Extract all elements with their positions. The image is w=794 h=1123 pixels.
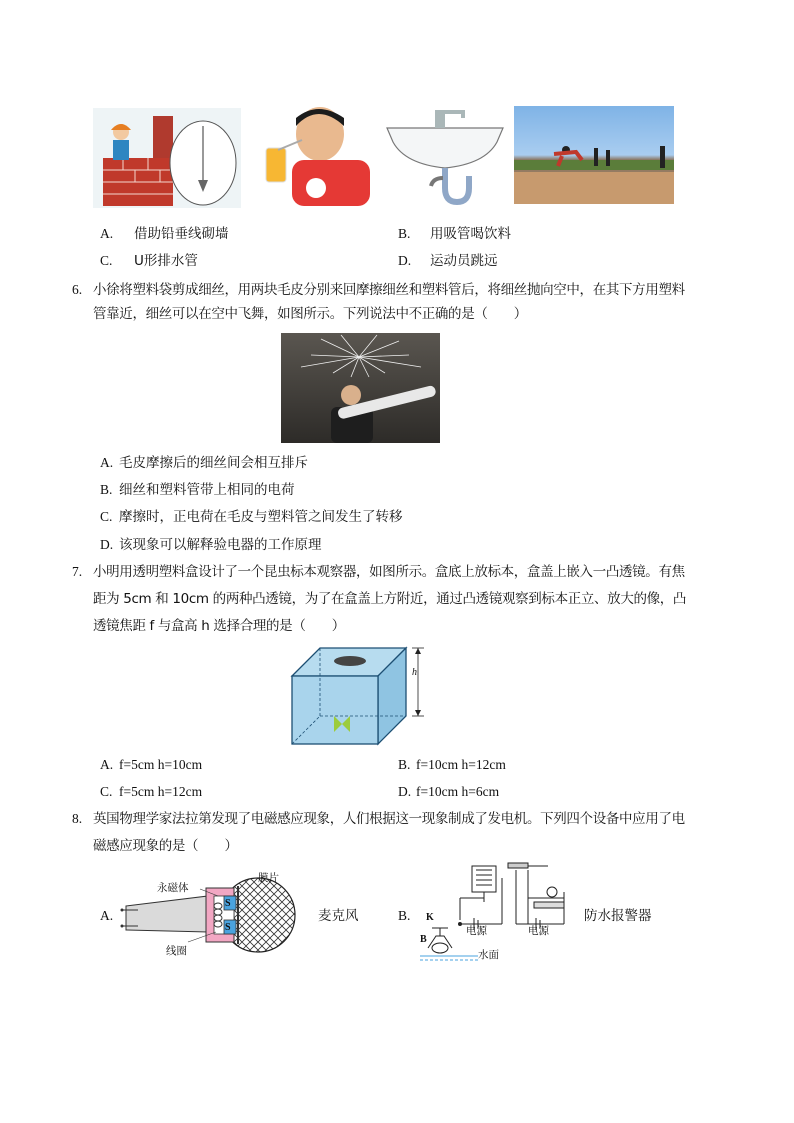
q6-stem-line1: 小徐将塑料袋剪成细丝，用两块毛皮分别来回摩擦细丝和塑料管后，将细丝抛向空中，在其下方用塑料	[93, 282, 685, 298]
q8-number: 8.	[72, 811, 83, 826]
q5-option-a-text: 借助铅垂线砌墙	[134, 226, 229, 242]
q7-number: 7.	[72, 564, 83, 579]
q6-option-b-text: 细丝和塑料管带上相同的电荷	[119, 482, 295, 498]
q6-option-b-letter: B.	[100, 482, 113, 497]
q8-a-label-coil: 线圈	[166, 945, 187, 957]
q7-option-c-text: f=5cm h=12cm	[119, 784, 203, 799]
q8-b-label-power-1: 电源	[466, 925, 487, 937]
q6-option-c-letter: C.	[100, 509, 113, 524]
q8-stem-line1: 英国物理学家法拉第发现了电磁感应现象，人们根据这一现象制成了发电机。下列四个设备中应用了电	[93, 811, 685, 827]
figure-u-drain-pipe	[385, 106, 505, 208]
q8-option-a-letter: A.	[100, 908, 114, 923]
q7-option-c-letter: C.	[100, 784, 113, 799]
q8-option-a-caption: 麦克风	[318, 908, 359, 924]
q7-option-b-text: f=10cm h=12cm	[416, 757, 506, 772]
q7-stem-line2: 距为 5cm 和 10cm 的两种凸透镜，为了在盒盖上方附近，通过凸透镜观察到标本正立、放大的像，凸	[93, 591, 687, 607]
figure-flying-strings-photo	[281, 333, 440, 443]
q7-figure-label-h: h	[412, 667, 417, 678]
long-jump-illustration	[514, 106, 674, 204]
q5-option-c-text: U形排水管	[134, 253, 198, 269]
figure-insect-box	[288, 644, 434, 746]
q8-b-label-power-2: 电源	[528, 925, 549, 937]
q8-b-label-water: 水面	[478, 949, 499, 961]
insect-box-diagram	[288, 644, 434, 746]
q7-option-d-text: f=10cm h=6cm	[416, 784, 500, 799]
q6-option-d-letter: D.	[100, 537, 114, 552]
q5-option-d-text: 运动员跳远	[430, 253, 498, 269]
q8-a-label-magnet: 永磁体	[157, 882, 189, 894]
q6-option-a-letter: A.	[100, 455, 114, 470]
q5-option-a-letter: A.	[100, 226, 114, 241]
q7-stem-line1: 小明用透明塑料盒设计了一个昆虫标本观察器，如图所示。盒底上放标本，盒盖上嵌入一凸透镜。有焦	[93, 564, 685, 580]
q6-option-a-text: 毛皮摩擦后的细丝间会相互排斥	[119, 455, 308, 471]
q7-option-a-letter: A.	[100, 757, 114, 772]
plumb-line-illustration	[93, 108, 241, 208]
q6-number: 6.	[72, 282, 83, 297]
figure-plumb-line-wall	[93, 108, 241, 208]
q6-stem-line2: 管靠近，细丝可以在空中飞舞，如图所示。下列说法中不正确的是（ ）	[93, 306, 527, 322]
figure-boy-drinking	[258, 104, 370, 206]
q8-b-label-k: K	[426, 912, 434, 923]
q7-stem-line3: 透镜焦距 f 与盒高 h 选择合理的是（ ）	[93, 618, 345, 634]
q5-option-b-letter: B.	[398, 226, 411, 241]
q8-a-pole-bottom: S	[225, 922, 231, 933]
q5-option-c-letter: C.	[100, 253, 113, 268]
q5-option-d-letter: D.	[398, 253, 412, 268]
q8-a-label-film: 膜片	[258, 872, 279, 884]
flying-strings-illustration	[281, 333, 440, 443]
q8-stem-line2: 磁感应现象的是（ ）	[93, 838, 238, 854]
q7-option-b-letter: B.	[398, 757, 411, 772]
q7-option-d-letter: D.	[398, 784, 412, 799]
q7-option-a-text: f=5cm h=10cm	[119, 757, 203, 772]
q8-b-label-b: B	[420, 934, 427, 945]
boy-drinking-illustration	[258, 104, 370, 206]
q5-option-b-text: 用吸管喝饮料	[430, 226, 511, 242]
q6-option-d-text: 该现象可以解释验电器的工作原理	[119, 537, 322, 553]
q8-option-b-letter: B.	[398, 908, 411, 923]
q8-a-pole-top: S	[225, 898, 231, 909]
figure-long-jump-photo	[514, 106, 674, 204]
q6-option-c-text: 摩擦时，正电荷在毛皮与塑料管之间发生了转移	[119, 509, 403, 525]
sink-illustration	[385, 106, 505, 208]
q8-option-b-caption: 防水报警器	[584, 908, 652, 924]
